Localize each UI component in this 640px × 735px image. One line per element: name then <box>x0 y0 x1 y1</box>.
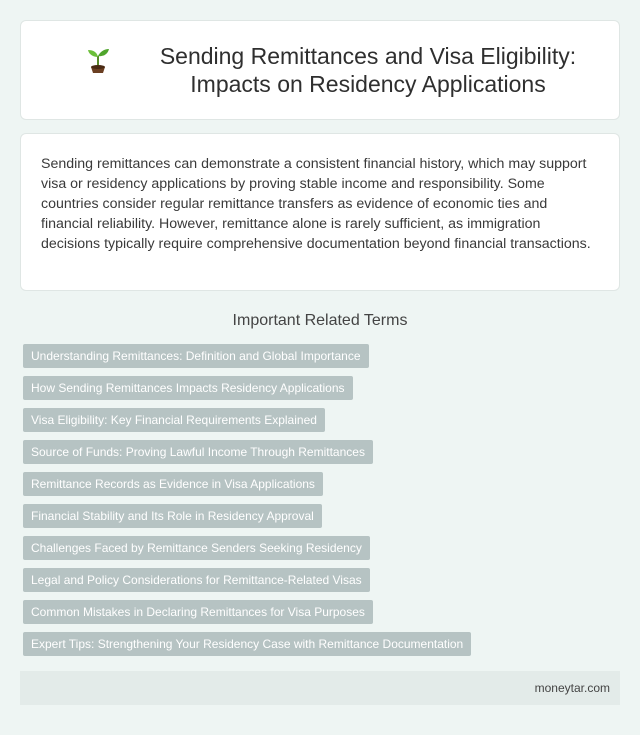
title-card <box>20 20 620 120</box>
description-card <box>20 133 620 291</box>
related-term-link[interactable]: Visa Eligibility: Key Financial Requirements Explained <box>23 408 325 432</box>
related-term-link[interactable]: How Sending Remittances Impacts Residency Applications <box>23 376 353 400</box>
footer-site-name: moneytar.com <box>534 681 610 695</box>
related-terms-list <box>23 344 623 664</box>
related-term-link[interactable]: Challenges Faced by Remittance Senders Seeking Residency <box>23 536 370 560</box>
related-term-link[interactable]: Financial Stability and Its Role in Residency Approval <box>23 504 322 528</box>
page-title: Sending Remittances and Visa Eligibility: Impacts on Residency Applications <box>159 43 577 97</box>
description-text: Sending remittances can demonstrate a consistent financial history, which may support visa or residency applications by proving stable income and responsibility. Some countries consider regular remittance transfers as evidence of economic ties and financial reliability. However, remittance alone is rarely sufficient, as immigration decisions typically require comprehensive documentation beyond financial transactions. <box>41 156 591 252</box>
related-term-link[interactable]: Expert Tips: Strengthening Your Residency Case with Remittance Documentation <box>23 632 471 656</box>
related-term-link[interactable]: Source of Funds: Proving Lawful Income Through Remittances <box>23 440 373 464</box>
title-row <box>83 42 603 98</box>
related-term-link[interactable]: Common Mistakes in Declaring Remittances for Visa Purposes <box>23 600 373 624</box>
sprout-icon <box>83 45 113 75</box>
related-term-link[interactable]: Remittance Records as Evidence in Visa Applications <box>23 472 323 496</box>
related-terms-heading: Important Related Terms <box>232 312 408 329</box>
footer-bar <box>20 671 620 705</box>
related-term-link[interactable]: Understanding Remittances: Definition and Global Importance <box>23 344 369 368</box>
related-term-link[interactable]: Legal and Policy Considerations for Remittance-Related Visas <box>23 568 370 592</box>
